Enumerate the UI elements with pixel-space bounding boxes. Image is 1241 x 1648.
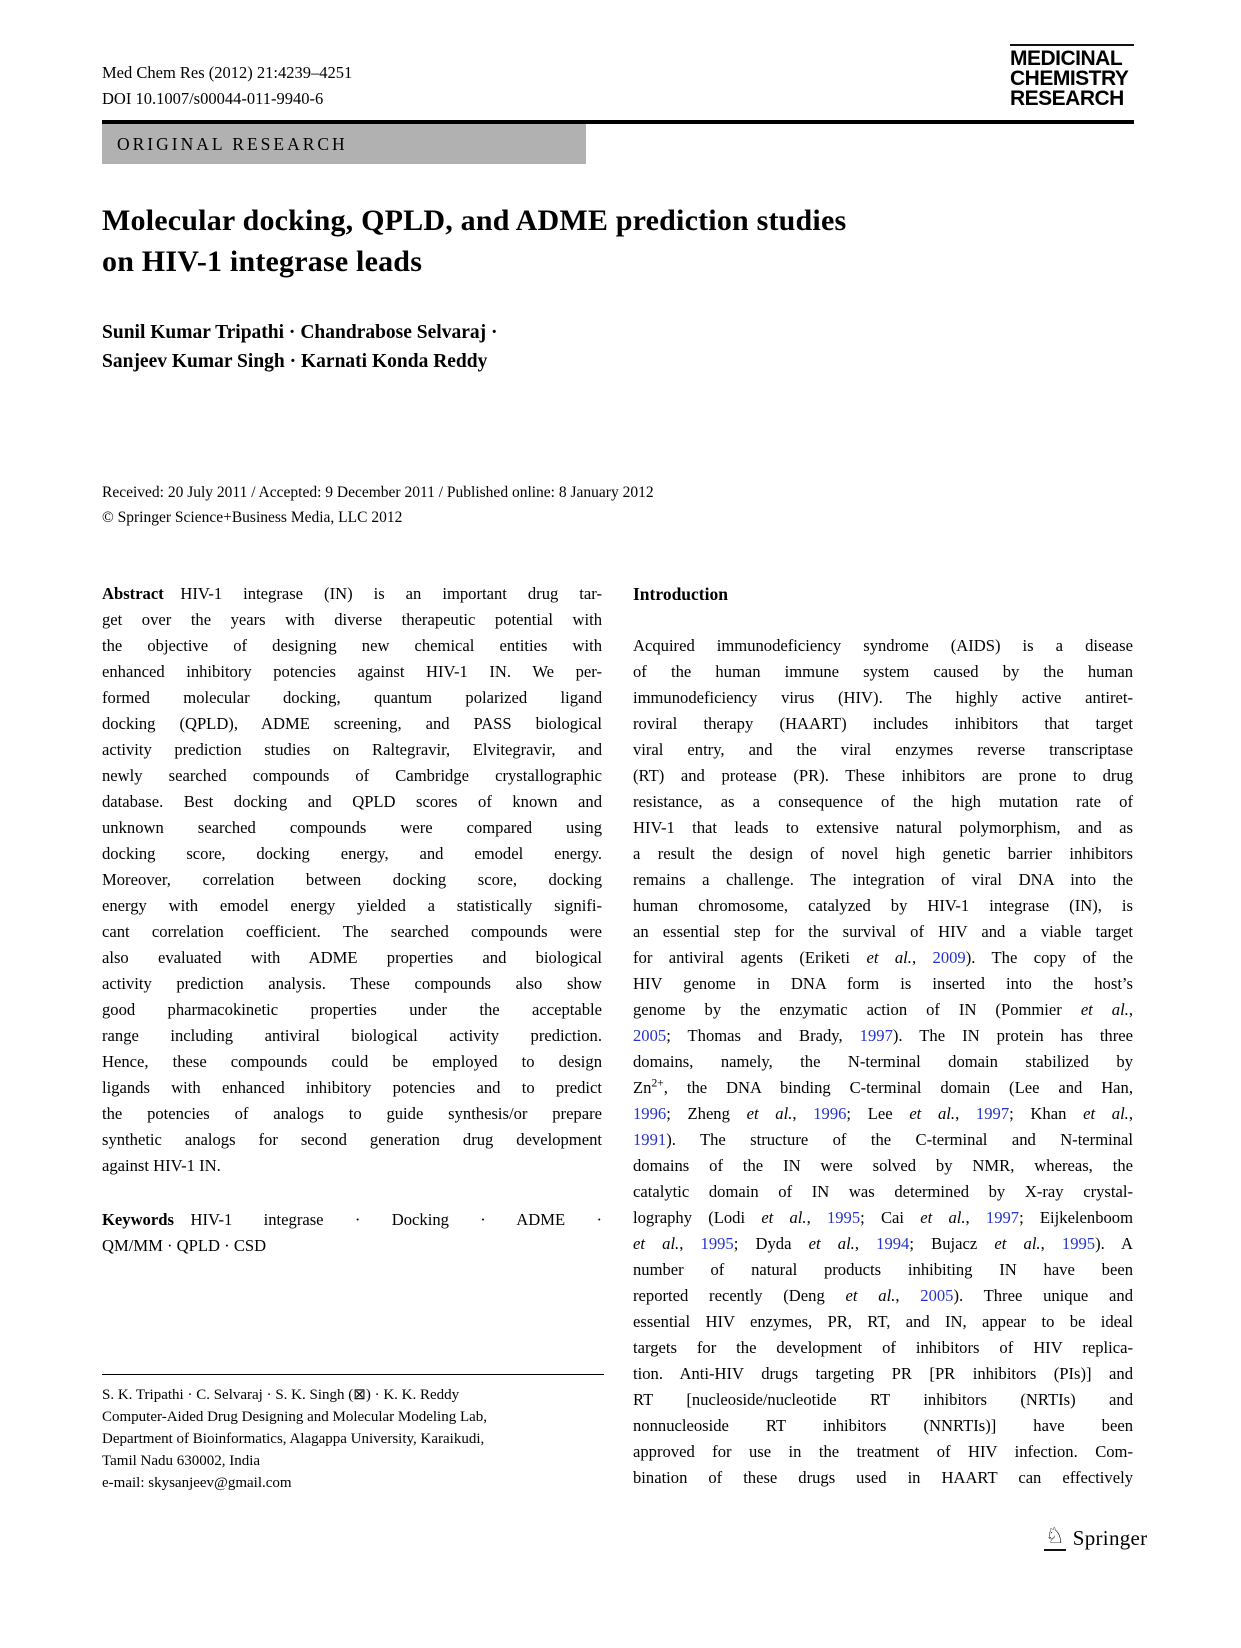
text-line: et al., 1995; Dyda et al., 1994; Bujacz et al., 1995). A bbox=[633, 1234, 1134, 1253]
text-line: remains a challenge. The integration of viral DNA into the bbox=[633, 870, 1133, 889]
citation-year-link[interactable]: 1997 bbox=[859, 1026, 893, 1045]
text-line: get over the years with diverse therapeutic potential with bbox=[102, 610, 602, 629]
author-list bbox=[102, 318, 498, 376]
text-line: Moreover, correlation between docking score, docking bbox=[102, 870, 602, 889]
text-line: unknown searched compounds were compared using bbox=[102, 818, 602, 837]
text-line: e-mail: skysanjeev@gmail.com bbox=[102, 1475, 292, 1491]
text-line: ligands with enhanced inhibitory potencies and to predict bbox=[102, 1078, 602, 1097]
citation-year-link[interactable]: 1997 bbox=[975, 1104, 1010, 1123]
author-list-line: Sunil Kumar Tripathi · Chandrabose Selvaraj · bbox=[102, 322, 498, 343]
text-line: number of natural products inhibiting IN have been bbox=[633, 1260, 1133, 1279]
text-line: a result the design of novel high genetic barrier inhibitors bbox=[633, 844, 1133, 863]
footnote-text bbox=[102, 1384, 604, 1494]
left-column bbox=[102, 581, 602, 1491]
text-line: HIV-1 that leads to extensive natural polymorphism, and as bbox=[633, 818, 1133, 837]
text-line: Keywords HIV-1 integrase · Docking · ADME · bbox=[102, 1210, 602, 1229]
text-line: S. K. Tripathi · C. Selvaraj · S. K. Singh (⊠) · K. K. Reddy bbox=[102, 1387, 460, 1403]
right-column bbox=[633, 581, 1133, 1491]
text-line: $Zn^{2+}$, the DNA binding C-terminal domain (Lee and Han, bbox=[633, 1076, 1133, 1097]
text-line: QM/MM · QPLD · CSD bbox=[102, 1236, 267, 1255]
text-line: 2005; Thomas and Brady, 1997). The IN protein has three bbox=[633, 1026, 1133, 1045]
doi-text: DOI 10.1007/s00044-011-9940-6 bbox=[102, 89, 324, 108]
article-history bbox=[102, 480, 654, 530]
text-line: for antiviral agents (Eriketi et al., 2009). The copy of the bbox=[633, 948, 1133, 967]
publisher-logo bbox=[1044, 1526, 1147, 1551]
citation-year-link[interactable]: 1997 bbox=[985, 1208, 1020, 1227]
publisher-name: Springer bbox=[1072, 1526, 1148, 1550]
copyright-line: © Springer Science+Business Media, LLC 2012 bbox=[102, 509, 403, 526]
text-line: of the human immune system caused by the human bbox=[633, 662, 1133, 681]
correspondence-footnote bbox=[102, 1374, 604, 1494]
text-line: database. Best docking and QPLD scores of known and bbox=[102, 792, 602, 811]
keywords-section bbox=[102, 1207, 602, 1259]
introduction-text bbox=[633, 633, 1133, 1491]
text-line: good pharmacokinetic properties under the acceptable bbox=[102, 1000, 602, 1019]
text-line: 1991). The structure of the C-terminal and N-terminal bbox=[633, 1130, 1133, 1149]
footnote-divider bbox=[102, 1374, 604, 1375]
text-line: nonnucleoside RT inhibitors (NNRTIs)] have been bbox=[633, 1416, 1133, 1435]
author-list-line: Sanjeev Kumar Singh · Karnati Konda Reddy bbox=[102, 351, 488, 372]
text-line: immunodeficiency virus (HIV). The highly active antiret- bbox=[633, 688, 1133, 707]
citation-year-link[interactable]: 1995 bbox=[1061, 1234, 1096, 1253]
citation-year-link[interactable]: 1996 bbox=[813, 1104, 847, 1123]
journal-logo-line: MEDICINAL bbox=[1010, 47, 1123, 70]
journal-logo bbox=[1010, 44, 1134, 109]
text-line: formed molecular docking, quantum polarized ligand bbox=[102, 688, 602, 707]
text-line: 1996; Zheng et al., 1996; Lee et al., 1997; Khan et al., bbox=[633, 1104, 1133, 1123]
abstract-section bbox=[102, 581, 602, 1179]
article-type-banner bbox=[102, 124, 586, 164]
received-accepted-line: Received: 20 July 2011 / Accepted: 9 December 2011 / Published online: 8 January 2012 bbox=[102, 484, 654, 501]
text-line: essential HIV enzymes, PR, RT, and IN, appear to be ideal bbox=[633, 1312, 1133, 1331]
journal-citation: Med Chem Res (2012) 21:4239–4251 bbox=[102, 63, 353, 82]
text-line: Abstract HIV-1 integrase (IN) is an important drug tar- bbox=[102, 584, 602, 603]
text-line: activity prediction studies on Raltegravir, Elvitegravir, and bbox=[102, 740, 602, 759]
section-heading-introduction: Introduction bbox=[633, 584, 728, 604]
text-line: lography (Lodi et al., 1995; Cai et al., 1997; Eijkelenboom bbox=[633, 1208, 1134, 1227]
text-line: Acquired immunodeficiency syndrome (AIDS) is a disease bbox=[633, 636, 1133, 655]
text-line: also evaluated with ADME properties and biological bbox=[102, 948, 602, 967]
text-line: viral entry, and the viral enzymes reverse transcriptase bbox=[633, 740, 1133, 759]
article-title-line: Molecular docking, QPLD, and ADME prediction studies bbox=[102, 204, 847, 237]
text-line: an essential step for the survival of HIV and a viable target bbox=[633, 922, 1133, 941]
text-line: against HIV-1 IN. bbox=[102, 1156, 221, 1175]
text-line: newly searched compounds of Cambridge crystallographic bbox=[102, 766, 602, 785]
citation-year-link[interactable]: 1991 bbox=[633, 1130, 667, 1149]
springer-knight-icon: ♘ bbox=[1045, 1524, 1065, 1549]
text-line: bination of these drugs used in HAART can effectively bbox=[633, 1468, 1133, 1487]
two-column-body bbox=[102, 581, 1133, 1491]
text-line: resistance, as a consequence of the high mutation rate of bbox=[633, 792, 1133, 811]
citation-year-link[interactable]: 2005 bbox=[633, 1026, 667, 1045]
text-line: energy with emodel energy yielded a statistically signifi- bbox=[102, 896, 602, 915]
text-line: tion. Anti-HIV drugs targeting PR [PR inhibitors (PIs)] and bbox=[633, 1364, 1133, 1383]
journal-logo-line: CHEMISTRY bbox=[1010, 67, 1129, 90]
citation-year-link[interactable]: 1995 bbox=[700, 1234, 734, 1253]
text-line: docking (QPLD), ADME screening, and PASS biological bbox=[102, 714, 602, 733]
text-line: Tamil Nadu 630002, India bbox=[102, 1453, 261, 1469]
text-line: activity prediction analysis. These compounds also show bbox=[102, 974, 602, 993]
text-line: roviral therapy (HAART) includes inhibitors that target bbox=[633, 714, 1133, 733]
text-line: targets for the development of inhibitors of HIV replica- bbox=[633, 1338, 1133, 1357]
text-line: the objective of designing new chemical entities with bbox=[102, 636, 602, 655]
citation-year-link[interactable]: 2009 bbox=[932, 948, 966, 967]
text-line: Department of Bioinformatics, Alagappa University, Karaikudi, bbox=[102, 1431, 485, 1447]
journal-reference bbox=[102, 60, 352, 112]
article-type-label: ORIGINAL RESEARCH bbox=[117, 134, 348, 154]
text-line: synthetic analogs for second generation drug development bbox=[102, 1130, 602, 1149]
text-line: range including antiviral biological activity prediction. bbox=[102, 1026, 602, 1045]
text-line: cant correlation coefficient. The searched compounds were bbox=[102, 922, 602, 941]
text-line: HIV genome in DNA form is inserted into the host’s bbox=[633, 974, 1133, 993]
text-line: reported recently (Deng et al., 2005). Three unique and bbox=[633, 1286, 1133, 1305]
text-line: Hence, these compounds could be employed to design bbox=[102, 1052, 602, 1071]
text-line: genome by the enzymatic action of IN (Pommier et al., bbox=[633, 1000, 1133, 1019]
citation-year-link[interactable]: 1995 bbox=[826, 1208, 861, 1227]
text-line: domains of the IN were solved by NMR, whereas, the bbox=[633, 1156, 1133, 1175]
text-line: human chromosome, catalyzed by HIV-1 integrase (IN), is bbox=[633, 896, 1133, 915]
text-line: docking score, docking energy, and emodel energy. bbox=[102, 844, 602, 863]
text-line: domains, namely, the N-terminal domain stabilized by bbox=[633, 1052, 1133, 1071]
citation-year-link[interactable]: 2005 bbox=[920, 1286, 954, 1305]
text-line: RT [nucleoside/nucleotide RT inhibitors (NRTIs) and bbox=[633, 1390, 1133, 1409]
citation-year-link[interactable]: 1994 bbox=[876, 1234, 910, 1253]
text-line: the potencies of analogs to guide synthesis/or prepare bbox=[102, 1104, 602, 1123]
text-line: approved for use in the treatment of HIV infection. Com- bbox=[633, 1442, 1133, 1461]
text-line: catalytic domain of IN was determined by X-ray crystal- bbox=[633, 1182, 1133, 1201]
text-line: Computer-Aided Drug Designing and Molecular Modeling Lab, bbox=[102, 1409, 488, 1425]
text-line: enhanced inhibitory potencies against HIV-1 IN. We per- bbox=[102, 662, 602, 681]
citation-year-link[interactable]: 1996 bbox=[633, 1104, 667, 1123]
article-title-line: on HIV-1 integrase leads bbox=[102, 245, 423, 278]
text-line: (RT) and protease (PR). These inhibitors are prone to drug bbox=[633, 766, 1133, 785]
journal-logo-line: RESEARCH bbox=[1010, 87, 1124, 110]
article-title bbox=[102, 200, 846, 282]
